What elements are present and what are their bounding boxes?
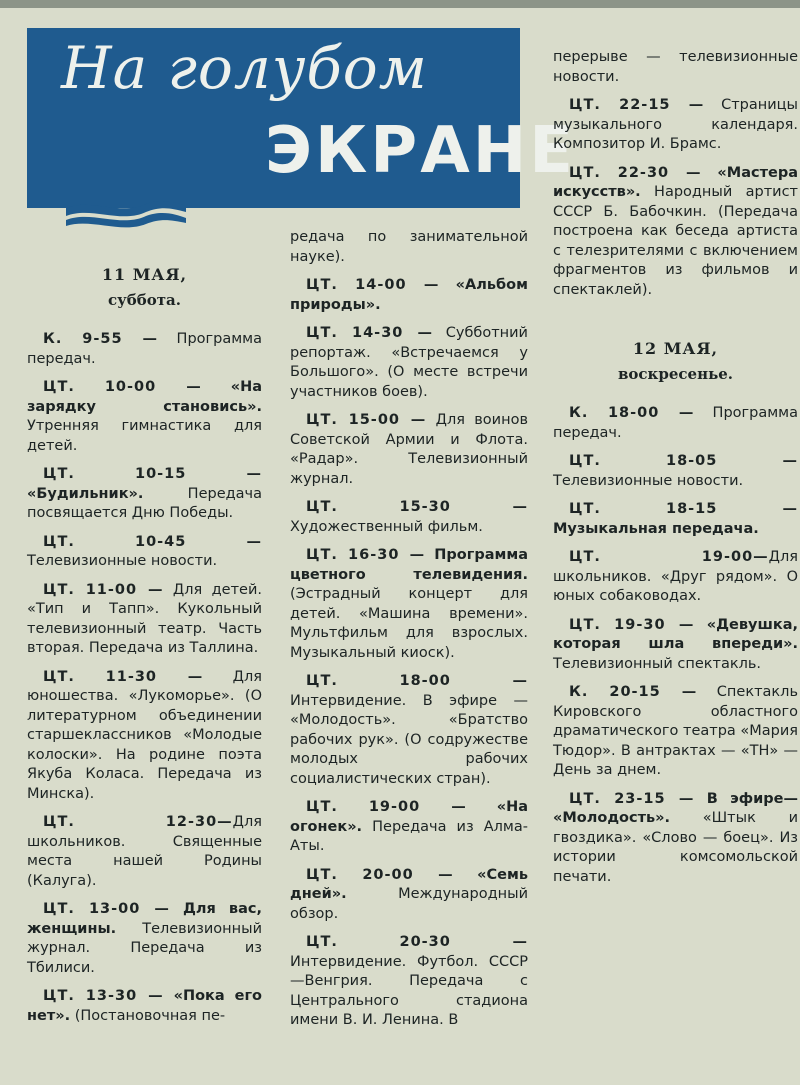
program-text: редача по занимательной науке). <box>290 229 528 265</box>
program-time: ЦТ. 19-00 — <box>306 799 467 815</box>
schedule-column-2 <box>290 228 528 1040</box>
program-text: Программа передач. <box>27 331 263 367</box>
program-text: Для воинов Советской Армии и Флота. «Радар». Телевизионный журнал. <box>290 412 529 487</box>
program-text: Передача из Алма-Аты. <box>290 818 528 854</box>
program-item <box>553 790 798 888</box>
program-text: Для детей. «Тип и Тапп». Кукольный телевизионный театр. Часть вторая. Передача из Таллина. <box>27 581 262 656</box>
program-item <box>27 668 262 805</box>
program-item <box>290 672 528 789</box>
program-text: (Эстрадный концерт для детей. «Машина времени». Мультфильм для взрослых. Музыкальный киоск). <box>290 586 528 661</box>
program-time: ЦТ. 14-00 — <box>306 277 440 293</box>
program-text: Телевизионный спектакль. <box>553 655 762 672</box>
heading-line-1: На голубом <box>61 34 428 102</box>
program-item <box>27 813 262 891</box>
program-item <box>290 798 528 857</box>
program-item <box>27 987 262 1026</box>
paper-edge <box>0 0 800 8</box>
program-item <box>553 616 798 675</box>
program-time: К. 20-15 — <box>569 684 698 700</box>
program-item <box>27 533 262 572</box>
program-item <box>553 683 798 781</box>
program-time: ЦТ. 18-15 — <box>569 501 798 517</box>
date-heading: 11 МАЯ, <box>101 265 188 284</box>
program-item <box>290 411 528 489</box>
program-text: Утренняя гимнастика для детей. <box>27 418 262 454</box>
program-text: Спектакль Кировского областного драматического театра «Мария Тюдор». В антрактах — «ТН» — День за днем. <box>553 684 799 778</box>
program-time: ЦТ. 15-30 — <box>306 499 528 515</box>
program-text: Международный обзор. <box>290 886 528 922</box>
program-time: ЦТ. 13-30 — <box>43 988 164 1004</box>
program-item <box>290 276 528 315</box>
program-time: ЦТ. 23-15 — <box>569 790 695 807</box>
program-item <box>290 324 528 402</box>
program-time: ЦТ. 22-30 — <box>569 164 702 181</box>
program-time: ЦТ. 16-30 — <box>306 547 426 563</box>
program-list <box>553 48 798 300</box>
program-item <box>290 498 528 537</box>
program-item <box>553 404 798 443</box>
program-item <box>27 378 262 456</box>
program-item <box>27 465 262 524</box>
program-time: ЦТ. 19-30 — <box>569 616 695 633</box>
program-time: ЦТ. 10-00 — <box>43 379 202 395</box>
program-title: «Семь дней». <box>290 866 528 902</box>
schedule-column-1 <box>27 265 262 1035</box>
program-time: ЦТ. 14-30 — <box>306 325 434 341</box>
program-title: В эфире— «Молодость». <box>553 790 798 826</box>
program-time: К. 18-00 — <box>569 405 695 421</box>
program-time: ЦТ. 15-00 — <box>306 412 427 428</box>
program-item <box>27 330 262 369</box>
program-time: ЦТ. 18-00 — <box>306 673 528 689</box>
program-time: ЦТ. 22-15 — <box>569 97 705 113</box>
program-time: К. 9-55 — <box>43 331 159 347</box>
program-time: ЦТ. 18-05 — <box>569 453 798 469</box>
weekday-heading: суббота. <box>108 290 181 309</box>
program-text: Художественный фильм. <box>290 518 483 535</box>
program-item <box>553 48 798 87</box>
program-item <box>553 500 798 539</box>
program-time: ЦТ. 20-00 — <box>306 866 454 883</box>
program-title: «Мастера искусств». <box>553 164 798 200</box>
program-item <box>290 546 528 663</box>
program-list <box>27 330 262 1026</box>
program-text: Телевизионный журнал. Передача из Тбилиси. <box>27 920 262 976</box>
program-text: Для юношества. «Лукоморье». (О литературном объединении старшеклассников «Молодые колоски». На родине поэта Якуба Коласа. Передача из Минска). <box>27 668 262 802</box>
program-title: Музыкальная передача. <box>553 520 759 537</box>
program-text: «Штык и гвоздика». «Слово — боец». Из истории комсомольской печати. <box>553 810 798 885</box>
program-text: Интервидение. В эфире — «Молодость». «Братство рабочих рук». (О содружестве молодых рабочих социалистических стран). <box>290 692 528 787</box>
program-title: «Пока его нет». <box>27 988 263 1024</box>
program-text: Программа передач. <box>553 405 798 441</box>
program-title: «Будильник». <box>27 485 144 502</box>
program-item <box>553 164 798 301</box>
flag-icon <box>66 196 186 234</box>
program-text: Телевизионные новости. <box>553 472 744 489</box>
program-time: ЦТ. 13-00 — <box>43 901 170 917</box>
program-item <box>27 900 262 978</box>
program-text: Передача посвящается Дню Победы. <box>27 485 262 521</box>
program-time: ЦТ. 12-30— <box>43 814 233 830</box>
heading-line-2: ЭКРАНЕ <box>265 114 576 188</box>
program-title: Программа цветного телевидения. <box>290 547 528 583</box>
weekday-heading: воскресенье. <box>617 364 734 383</box>
program-text: Для школьников. «Друг рядом». О юных собаководах. <box>553 549 798 604</box>
program-item <box>27 581 262 659</box>
program-item <box>290 866 528 925</box>
program-text: (Постановочная пе- <box>70 1007 226 1024</box>
program-text: Субботний репортаж. «Встречаемся у Большого». (О месте встречи участников боев). <box>290 325 528 400</box>
program-time: ЦТ. 11-00 — <box>43 581 164 598</box>
schedule-column-3 <box>553 48 798 896</box>
heading-banner <box>27 28 576 208</box>
program-item <box>290 933 528 1031</box>
program-time: ЦТ. 20-30 — <box>306 934 528 950</box>
program-text: Для школьников. Священные места нашей Родины (Калуга). <box>27 814 262 889</box>
program-title: «На зарядку становись». <box>27 379 262 415</box>
program-item <box>553 96 798 155</box>
program-time: ЦТ. 19-00— <box>569 549 769 565</box>
program-text: Телевизионные новости. <box>27 553 218 569</box>
program-title: «Девушка, которая шла впереди». <box>553 616 798 652</box>
program-item <box>290 228 528 267</box>
program-item <box>553 548 798 607</box>
program-list <box>553 404 798 887</box>
program-list <box>290 228 528 1031</box>
date-heading: 12 МАЯ, <box>632 339 719 358</box>
program-time: ЦТ. 11-30 — <box>43 668 204 685</box>
program-item <box>553 452 798 491</box>
program-text: Страницы музыкального календаря. Композитор И. Брамс. <box>553 97 798 152</box>
program-title: Для вас, женщины. <box>27 901 262 937</box>
program-title: «На огонек». <box>290 799 528 835</box>
program-text: Интервидение. Футбол. СССР—Венгрия. Передача с Центрального стадиона имени В. И. Ленина. В <box>290 953 528 1028</box>
program-time: ЦТ. 10-45 — <box>43 533 262 550</box>
program-title: «Альбом природы». <box>290 277 528 313</box>
program-time: ЦТ. 10-15 — <box>43 466 262 482</box>
program-text: Народный артист СССР Б. Бабочкин. (Передача построена как беседа артиста с телезрителями с включением фрагментов из фильмов и спектаклей). <box>553 184 798 298</box>
program-text: перерыве — телевизионные новости. <box>553 49 798 85</box>
